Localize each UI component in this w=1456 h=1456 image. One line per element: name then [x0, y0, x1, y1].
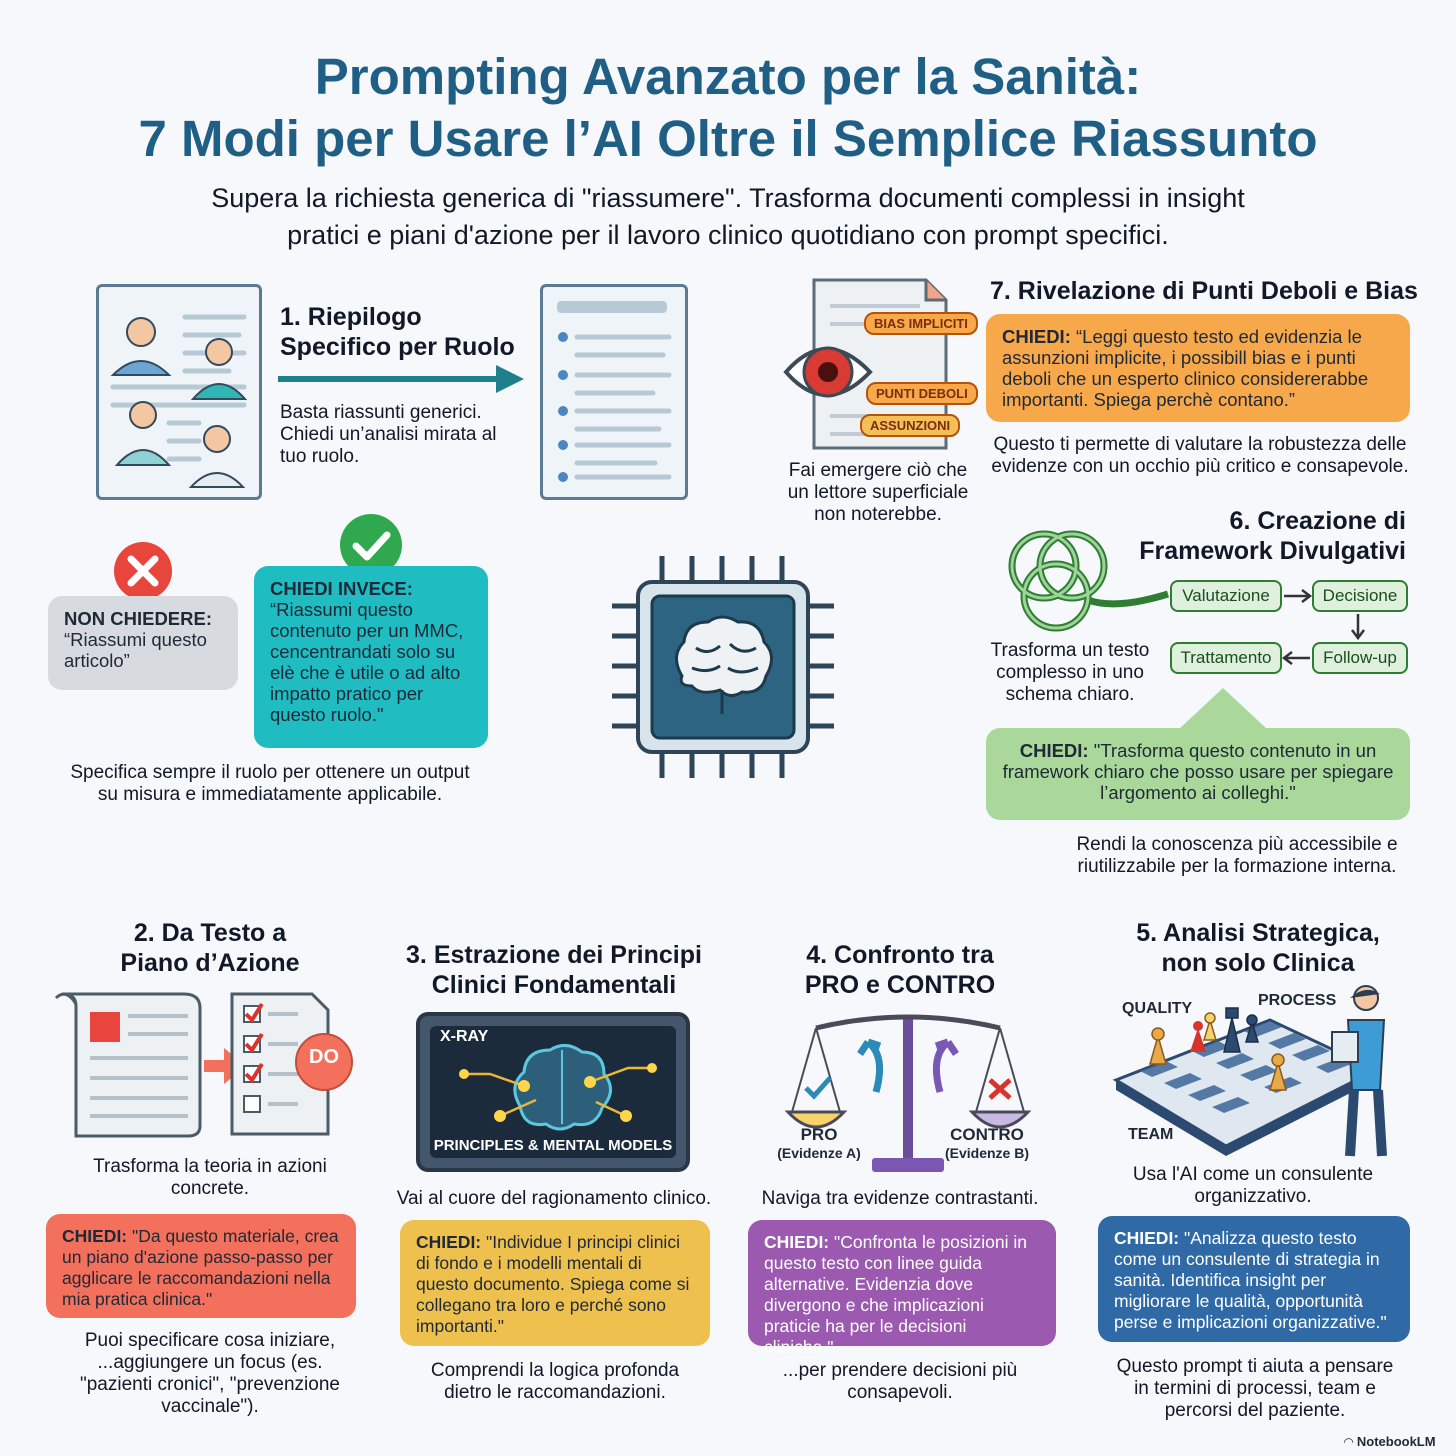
- tag-weak-points: PUNTI DEBOLI: [866, 382, 978, 405]
- label-quality: QUALITY: [1122, 1000, 1193, 1017]
- page-title: Prompting Avanzato per la Sanità: 7 Modi per Usare l’AI Oltre il Semplice Riassunto: [138, 48, 1318, 167]
- pro-label: PRO (Evidenze A): [777, 1125, 861, 1161]
- flow-arrows: [1282, 580, 1412, 676]
- section3-caption: Vai al cuore del ragionamento clinico.: [396, 1188, 712, 1209]
- section5-caption: Usa l'AI come un consulente organizzativo.: [1132, 1164, 1374, 1207]
- knot-icon: [996, 520, 1176, 640]
- section3-title: 3. Estrazione dei Principi Clinici Fondamentali: [406, 941, 702, 999]
- section4-ask-box: CHIEDI: "Confronta le posizioni in questo testo con linee guida alternative. Evidenzia dove divergono e che implicazioni praticie ha per le decisioni cliniche.": [748, 1220, 1056, 1346]
- section6-footer: Rendi la conoscenza più accessibile e riutilizzabile per la formazione interna.: [1076, 834, 1398, 877]
- label-team: TEAM: [1128, 1126, 1174, 1143]
- notebooklm-logo-icon: ◠: [1344, 1435, 1354, 1449]
- dont-ask-box: NON CHIEDERE: “Riassumi questo articolo”: [48, 596, 238, 690]
- section6-title: 6. Creazione di Framework Divulgativi: [1139, 507, 1406, 565]
- brain-chip-icon: [612, 556, 834, 778]
- section3-footer: Comprendi la logica profonda dietro le raccomandazioni.: [430, 1360, 680, 1403]
- section5-ask-box: CHIEDI: "Analizza questo testo come un consulente di strategia in sanità. Identifica insight per migliorare le qualità, opportunità perse e implicazioni organizzative.": [1098, 1216, 1410, 1342]
- section2-title: 2. Da Testo a Piano d’Azione: [120, 919, 300, 977]
- section4-title: 4. Confronto tra PRO e CONTRO: [804, 941, 996, 999]
- do-tag: DO: [309, 1046, 339, 1068]
- ask-instead-box: CHIEDI INVECE: “Riassumi questo contenuto per un MMC, cencentrandati solo su elè che è utile o ad alto impatto pratico per questo ruolo.": [254, 566, 488, 748]
- section7-ask-box: CHIEDI: “Leggi questo testo ed evidenzia le assunzioni implicite, i possibill bias e i punti deboli che un esperto clinico considererabbe importanti. Spiega perchè contano.”: [986, 314, 1410, 422]
- section1-title: 1. Riepilogo Specifico per Ruolo: [280, 303, 515, 361]
- section1-footer: Specifica sempre il ruolo per ottenere un output su misura e immediatamente applicabile.: [70, 762, 470, 805]
- step-trattamento: Trattamento: [1170, 642, 1282, 674]
- contro-label: CONTRO (Evidenze B): [944, 1125, 1029, 1161]
- cross-icon: [112, 540, 174, 602]
- section7-caption: Fai emergere ciò che un lettore superficiale non noterebbe.: [787, 460, 969, 525]
- label-process: PROCESS: [1258, 992, 1337, 1009]
- arrow-right-icon: [276, 362, 526, 396]
- section2-footer: Puoi specificare cosa iniziare, ...aggiungere un focus (es. "pazienti cronici", "prevenzione vaccinale").: [80, 1330, 340, 1417]
- tag-assumptions: ASSUNZIONI: [860, 414, 960, 437]
- step-decisione: Decisione: [1312, 580, 1408, 612]
- doctors-document-icon: [96, 284, 262, 500]
- xray-brain-icon: X-RAY PRINCIPLES & MENTAL MODELS: [416, 1012, 690, 1172]
- section6-ask-box: CHIEDI: "Trasforma questo contenuto in un framework chiaro che posso usare per spiegare l’argomento ai colleghi.": [986, 728, 1410, 820]
- section5-footer: Questo prompt ti aiuta a pensare in termini di processi, team e percorsi del paziente.: [1116, 1356, 1394, 1421]
- section1-desc: Basta riassunti generici. Chiedi un’analisi mirata al tuo ruolo.: [280, 402, 497, 467]
- list-document-icon: [540, 284, 688, 500]
- section4-footer: ...per prendere decisioni più consapevoli.: [782, 1360, 1018, 1403]
- section5-title: 5. Analisi Strategica, non solo Clinica: [1136, 919, 1380, 977]
- tag-bias: BIAS IMPLICITI: [864, 312, 978, 335]
- brand-footer: ◠ NotebookLM: [1344, 1434, 1436, 1449]
- section2-ask-box: CHIEDI: "Da questo materiale, crea un piano d'azione passo-passo per agglicare le raccomandazioni nella mia pratica clinica.": [46, 1214, 356, 1318]
- section4-caption: Naviga tra evidenze contrastanti.: [761, 1188, 1039, 1209]
- section6-caption: Trasforma un testo complesso in uno schema chiaro.: [990, 640, 1150, 705]
- section7-title: 7. Rivelazione di Punti Deboli e Bias: [990, 277, 1418, 305]
- section3-ask-box: CHIEDI: "Individue I principi clinici di fondo e i modelli mentali di questo documento. Spiega come si collegano tra loro e perché sono importanti.": [400, 1220, 710, 1346]
- section7-footer: Questo ti permette di valutare la robustezza delle evidenze con un occhio più critico e consapevole.: [991, 434, 1409, 477]
- step-valutazione: Valutazione: [1170, 580, 1282, 612]
- step-follow-up: Follow-up: [1312, 642, 1408, 674]
- section2-caption: Trasforma la teoria in azioni concrete.: [93, 1156, 327, 1199]
- page-subtitle: Supera la richiesta generica di "riassumere". Trasforma documenti complessi in insight pratici e piani d'azione per il lavoro clinico quotidiano con prompt specifici.: [211, 183, 1245, 250]
- callout-pointer: [1178, 686, 1268, 730]
